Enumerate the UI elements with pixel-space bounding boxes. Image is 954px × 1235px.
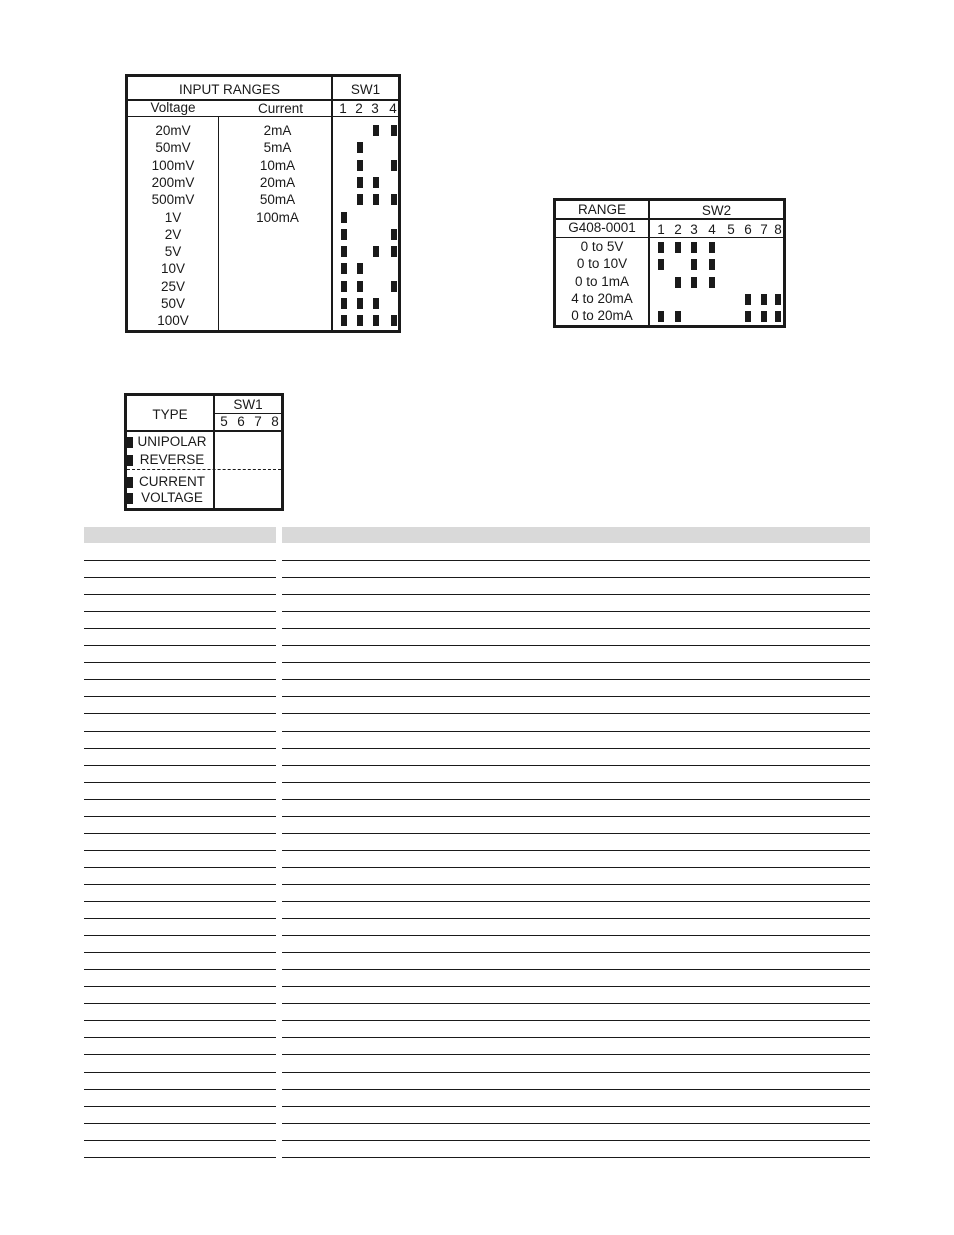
switch-on-marker [357,194,363,205]
notes-row [84,987,870,1004]
switch-on-marker [391,194,397,205]
switch-on-marker [341,298,347,309]
switch-number: 7 [254,414,262,429]
notes-row [84,817,870,834]
switch-on-marker [391,125,397,136]
range-title: RANGE [577,202,626,217]
switch-on-marker [709,242,715,253]
switch-number: 8 [774,222,782,237]
switch-on-marker [357,298,363,309]
switch-on-marker [341,315,347,326]
switch-number: 6 [237,414,245,429]
notes-row [84,1124,870,1141]
notes-row [84,1107,870,1124]
range-value: 0 to 5V [580,239,624,254]
voltage-value: 5V [164,244,182,260]
notes-row [84,646,870,663]
notes-row [84,663,870,680]
current-value: 10mA [259,157,296,173]
type-value: VOLTAGE [141,490,203,505]
switch-on-marker [127,455,133,466]
range-value: 4 to 20mA [571,290,633,306]
switch-on-marker [373,194,379,205]
switch-on-marker [775,294,781,305]
notes-row [84,936,870,953]
switch-number: 1 [339,101,347,116]
notes-header-right [282,527,870,543]
switch-on-marker [373,246,379,257]
switch-on-marker [691,277,697,288]
current-value: 2mA [263,123,292,138]
switch-on-marker [658,259,664,270]
current-value: 100mA [256,209,299,225]
sw2-label: SW2 [701,203,732,218]
switch-on-marker [391,281,397,292]
switch-on-marker [391,229,397,240]
switch-on-marker [691,242,697,253]
voltage-value: 25V [160,278,186,294]
notes-row [84,595,870,612]
switch-on-marker [775,311,781,322]
switch-on-marker [341,281,347,292]
switch-on-marker [658,311,664,322]
switch-on-marker [341,212,347,223]
type-value: CURRENT [139,474,205,489]
notes-row [84,1038,870,1055]
current-value: 50mA [259,192,296,208]
notes-row [84,697,870,714]
switch-on-marker [761,311,767,322]
voltage-value: 10V [160,261,186,277]
switch-on-marker [391,160,397,171]
voltage-value: 500mV [151,192,195,208]
switch-on-marker [691,259,697,270]
voltage-value: 2V [164,226,182,242]
switch-number: 7 [760,222,768,237]
switch-on-marker [341,263,347,274]
voltage-column-header: Voltage [150,100,196,115]
switch-on-marker [341,246,347,257]
notes-row [84,1056,870,1073]
voltage-value: 50V [160,296,186,311]
switch-on-marker [357,315,363,326]
range-value: 0 to 1mA [574,273,630,289]
notes-row [84,970,870,987]
notes-row [84,783,870,800]
switch-number: 4 [708,222,716,237]
notes-row [84,1021,870,1038]
input-ranges-table [125,74,401,333]
notes-row [84,902,870,919]
switch-number: 5 [727,222,735,237]
notes-row [84,1141,870,1158]
notes-row [84,834,870,851]
type-table [124,393,284,511]
switch-on-marker [357,160,363,171]
notes-row [84,612,870,629]
switch-on-marker [373,298,379,309]
notes-row [84,578,870,595]
switch-on-marker [391,315,397,326]
switch-on-marker [675,242,681,253]
switch-on-marker [391,246,397,257]
divider [218,116,219,330]
switch-on-marker [127,493,133,504]
notes-row [84,749,870,766]
switch-on-marker [675,311,681,322]
switch-number: 5 [220,414,228,429]
switch-on-marker [357,263,363,274]
notes-row [84,1090,870,1107]
notes-row [84,851,870,868]
switch-on-marker [745,311,751,322]
notes-row [84,766,870,783]
sw1-label: SW1 [350,82,381,97]
switch-on-marker [357,281,363,292]
switch-on-marker [658,242,664,253]
switch-on-marker [373,315,379,326]
input-ranges-title: INPUT RANGES [178,82,281,97]
switch-number: 1 [657,222,665,237]
switch-on-marker [127,477,133,488]
voltage-value: 20mV [155,123,191,138]
switch-on-marker [373,125,379,136]
dashed-divider [127,469,281,470]
notes-row [84,629,870,646]
voltage-value: 100V [157,313,189,329]
switch-number: 4 [389,101,397,116]
switch-number: 3 [690,222,698,237]
notes-row [84,1004,870,1021]
model-number: G408-0001 [568,220,636,235]
notes-row [84,885,870,902]
voltage-value: 50mV [155,140,191,156]
current-value: 20mA [259,174,296,190]
notes-row [84,561,870,578]
output-range-table [553,198,786,328]
voltage-value: 200mV [151,174,195,190]
type-title: TYPE [152,407,188,422]
notes-row [84,953,870,970]
voltage-value: 1V [164,209,182,225]
notes-header-left [84,527,276,543]
notes-row [84,715,870,732]
sw1-label: SW1 [233,397,263,412]
switch-on-marker [761,294,767,305]
divider [127,430,281,432]
notes-row [84,680,870,697]
type-value: UNIPOLAR [137,434,207,449]
notes-line-right [282,1157,870,1158]
switch-number: 2 [674,222,682,237]
voltage-value: 100mV [151,157,195,173]
notes-row [84,919,870,936]
notes-row [84,868,870,885]
switch-number: 8 [271,414,279,429]
switch-on-marker [357,177,363,188]
switch-on-marker [341,229,347,240]
current-column-header: Current [257,101,303,116]
range-value: 0 to 20mA [571,308,633,324]
switch-on-marker [675,277,681,288]
switch-on-marker [373,177,379,188]
switch-on-marker [357,142,363,153]
type-value: REVERSE [139,452,205,467]
notes-row [84,732,870,749]
switch-on-marker [709,259,715,270]
range-value: 0 to 10V [576,256,628,272]
divider [331,77,333,330]
notes-row [84,1073,870,1090]
notes-row [84,800,870,817]
switch-number: 2 [355,101,363,116]
current-value: 5mA [263,140,292,156]
switch-number: 6 [744,222,752,237]
switch-on-marker [745,294,751,305]
switch-on-marker [709,277,715,288]
switch-on-marker [127,437,133,448]
switch-number: 3 [371,101,379,116]
notes-row [84,544,870,561]
notes-line-left [84,1157,276,1158]
